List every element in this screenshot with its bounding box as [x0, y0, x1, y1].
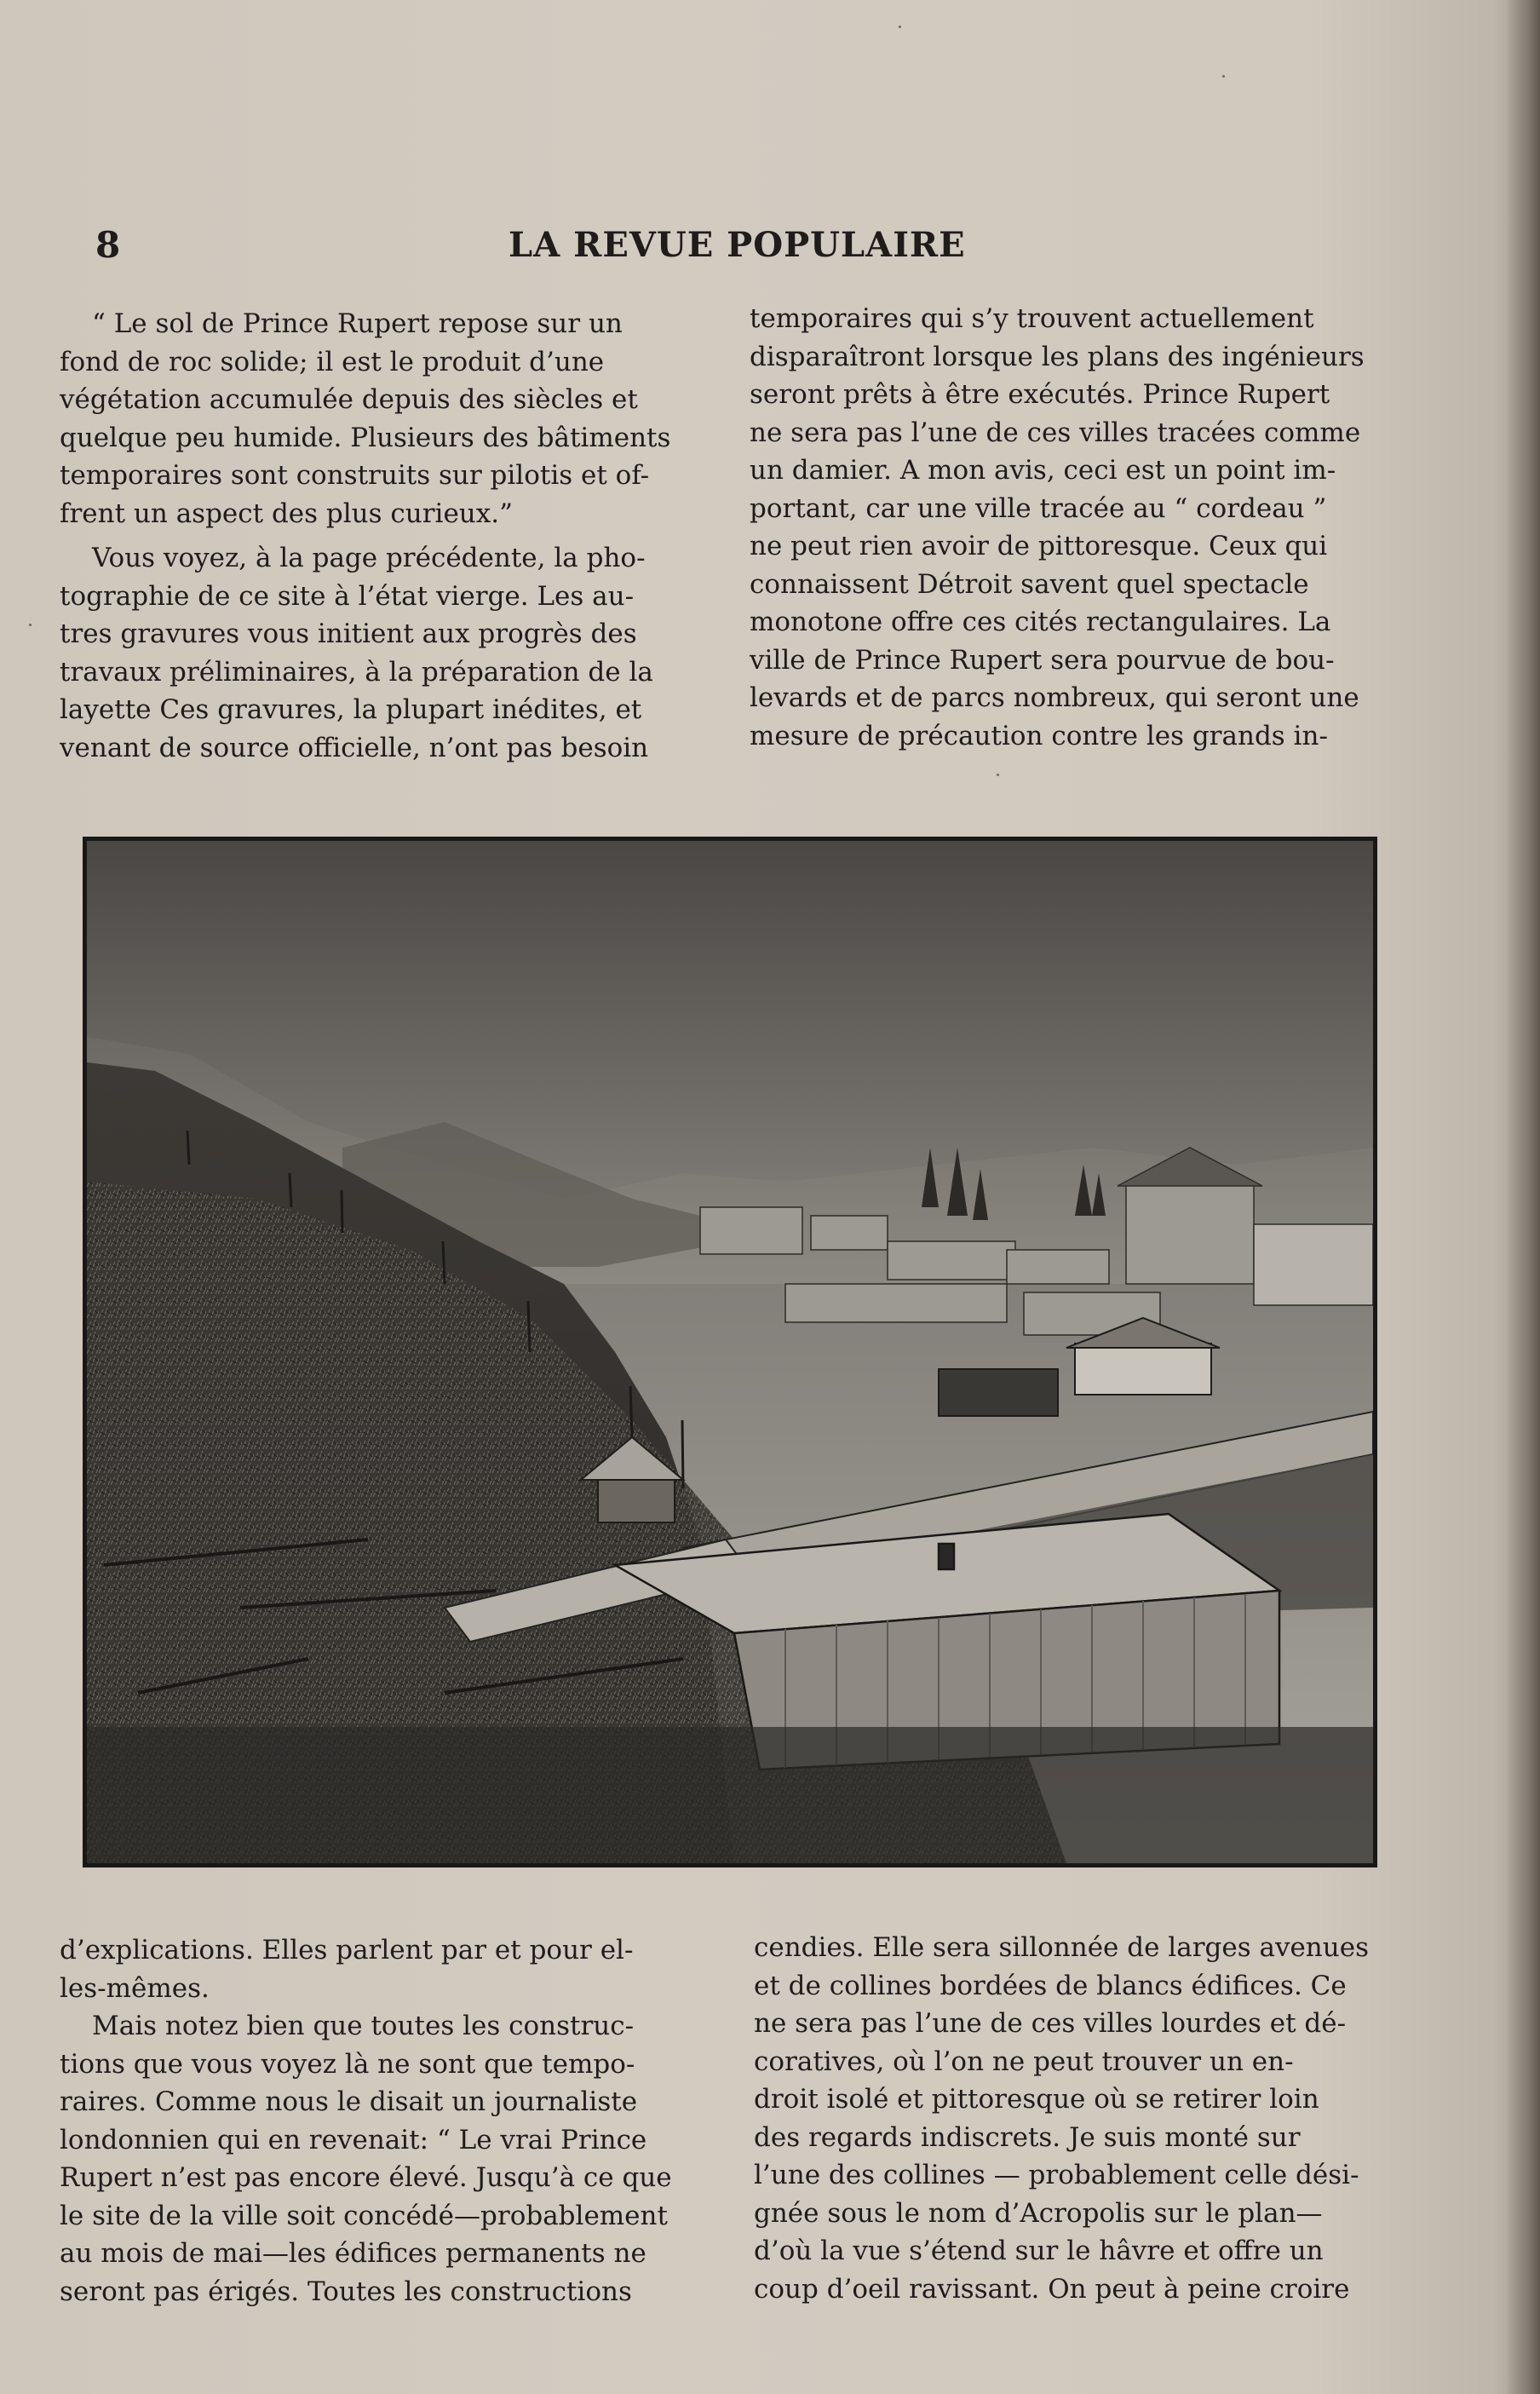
text-line: des regards indiscrets. Je suis monté sur [754, 2121, 1301, 2153]
text-line: quelque peu humide. Plusieurs des bâtiments [60, 422, 671, 453]
text-line: fond de roc solide; il est le produit d’une [60, 346, 605, 377]
text-line: ne sera pas l’une de ces villes tracées comme [750, 417, 1361, 448]
text-line: londonnien qui en revenait: “ Le vrai Prince [60, 2124, 647, 2155]
text-line: disparaîtront lorsque les plans des ingénieurs [750, 341, 1365, 372]
text-column-top-left [60, 305, 707, 767]
photograph-illustration [87, 841, 1373, 1863]
text-line: tres gravures vous initient aux progrès des [60, 619, 637, 649]
paper-speck [899, 26, 901, 28]
text-line: mesure de précaution contre les grands in- [750, 720, 1328, 751]
text-line: connaissent Détroit savent quel spectacle [750, 568, 1309, 600]
page-number: 8 [95, 224, 121, 266]
text-line: droit isolé et pittoresque où se retirer loin [754, 2084, 1319, 2115]
text-line: “ Le sol de Prince Rupert repose sur un [92, 308, 623, 339]
running-head-title: LA REVUE POPULAIRE [509, 225, 966, 265]
text-line: d’explications. Elles parlent par et pour el- [60, 1935, 634, 1965]
photograph-prince-rupert-construction [83, 837, 1377, 1867]
text-line: travaux préliminaires, à la préparation de la [60, 656, 653, 688]
text-column-bottom-right [754, 1929, 1401, 2308]
text-column-bottom-left [60, 1931, 707, 2311]
text-line: cendies. Elle sera sillonnée de larges avenues [754, 1932, 1369, 1963]
text-line: ne sera pas l’une de ces villes lourdes et dé- [754, 2008, 1347, 2039]
page-header [95, 220, 966, 271]
text-line: végétation accumulée depuis des siècles et [60, 384, 638, 415]
paper-speck [997, 774, 999, 776]
text-line: gnée sous le nom d’Acropolis sur le plan— [754, 2197, 1323, 2229]
text-line: temporaires sont construits sur pilotis et of- [60, 460, 650, 491]
text-line: les-mêmes. [60, 1972, 210, 2004]
page-binding-shadow [1506, 0, 1540, 2394]
text-line: coratives, où l’on ne peut trouver un en- [754, 2046, 1294, 2077]
text-line: l’une des collines — probablement celle dési- [754, 2160, 1359, 2190]
text-line: tographie de ce site à l’état vierge. Les au- [60, 580, 635, 612]
text-line: portant, car une ville tracée au “ cordeau ” [750, 492, 1327, 524]
text-line: monotone offre ces cités rectangulaires. La [750, 607, 1331, 637]
text-line: raires. Comme nous le disait un journaliste [60, 2086, 638, 2117]
text-line: tions que vous voyez là ne sont que tempo- [60, 2048, 635, 2080]
paper-speck [29, 624, 32, 626]
paper-speck [1222, 75, 1225, 78]
text-line: frent un aspect des plus curieux.” [60, 498, 513, 529]
text-line: et de collines bordées de blancs édifices. Ce [754, 1970, 1347, 2001]
text-line: seront pas érigés. Toutes les constructions [60, 2276, 632, 2307]
text-column-top-right [750, 300, 1397, 755]
text-line: le site de la ville soit concédé—probablement [60, 2200, 668, 2231]
text-line: Mais notez bien que toutes les construc- [92, 2011, 635, 2041]
text-line: coup d’oeil ravissant. On peut à peine croire [754, 2273, 1350, 2305]
paragraph [60, 305, 707, 343]
text-line: d’où la vue s’étend sur le hâvre et offre un [754, 2236, 1324, 2266]
text-line: ne peut rien avoir de pittoresque. Ceux qui [750, 531, 1328, 561]
text-line: levards et de parcs nombreux, qui seront une [750, 682, 1359, 713]
text-line: venant de source officielle, n’ont pas besoin [60, 732, 649, 763]
text-line: Rupert n’est pas encore élevé. Jusqu’à ce que [60, 2162, 672, 2193]
text-line: layette Ces gravures, la plupart inédites, et [60, 694, 642, 725]
text-line: ville de Prince Rupert sera pourvue de bou- [750, 644, 1335, 676]
text-line: temporaires qui s’y trouvent actuellement [750, 303, 1314, 334]
text-line: Vous voyez, à la page précédente, la pho- [92, 543, 646, 573]
text-line: seront prêts à être exécutés. Prince Rupert [750, 379, 1330, 410]
text-line: un damier. A mon avis, ceci est un point im- [750, 455, 1336, 486]
text-line: au mois de mai—les édifices permanents ne [60, 2238, 646, 2269]
